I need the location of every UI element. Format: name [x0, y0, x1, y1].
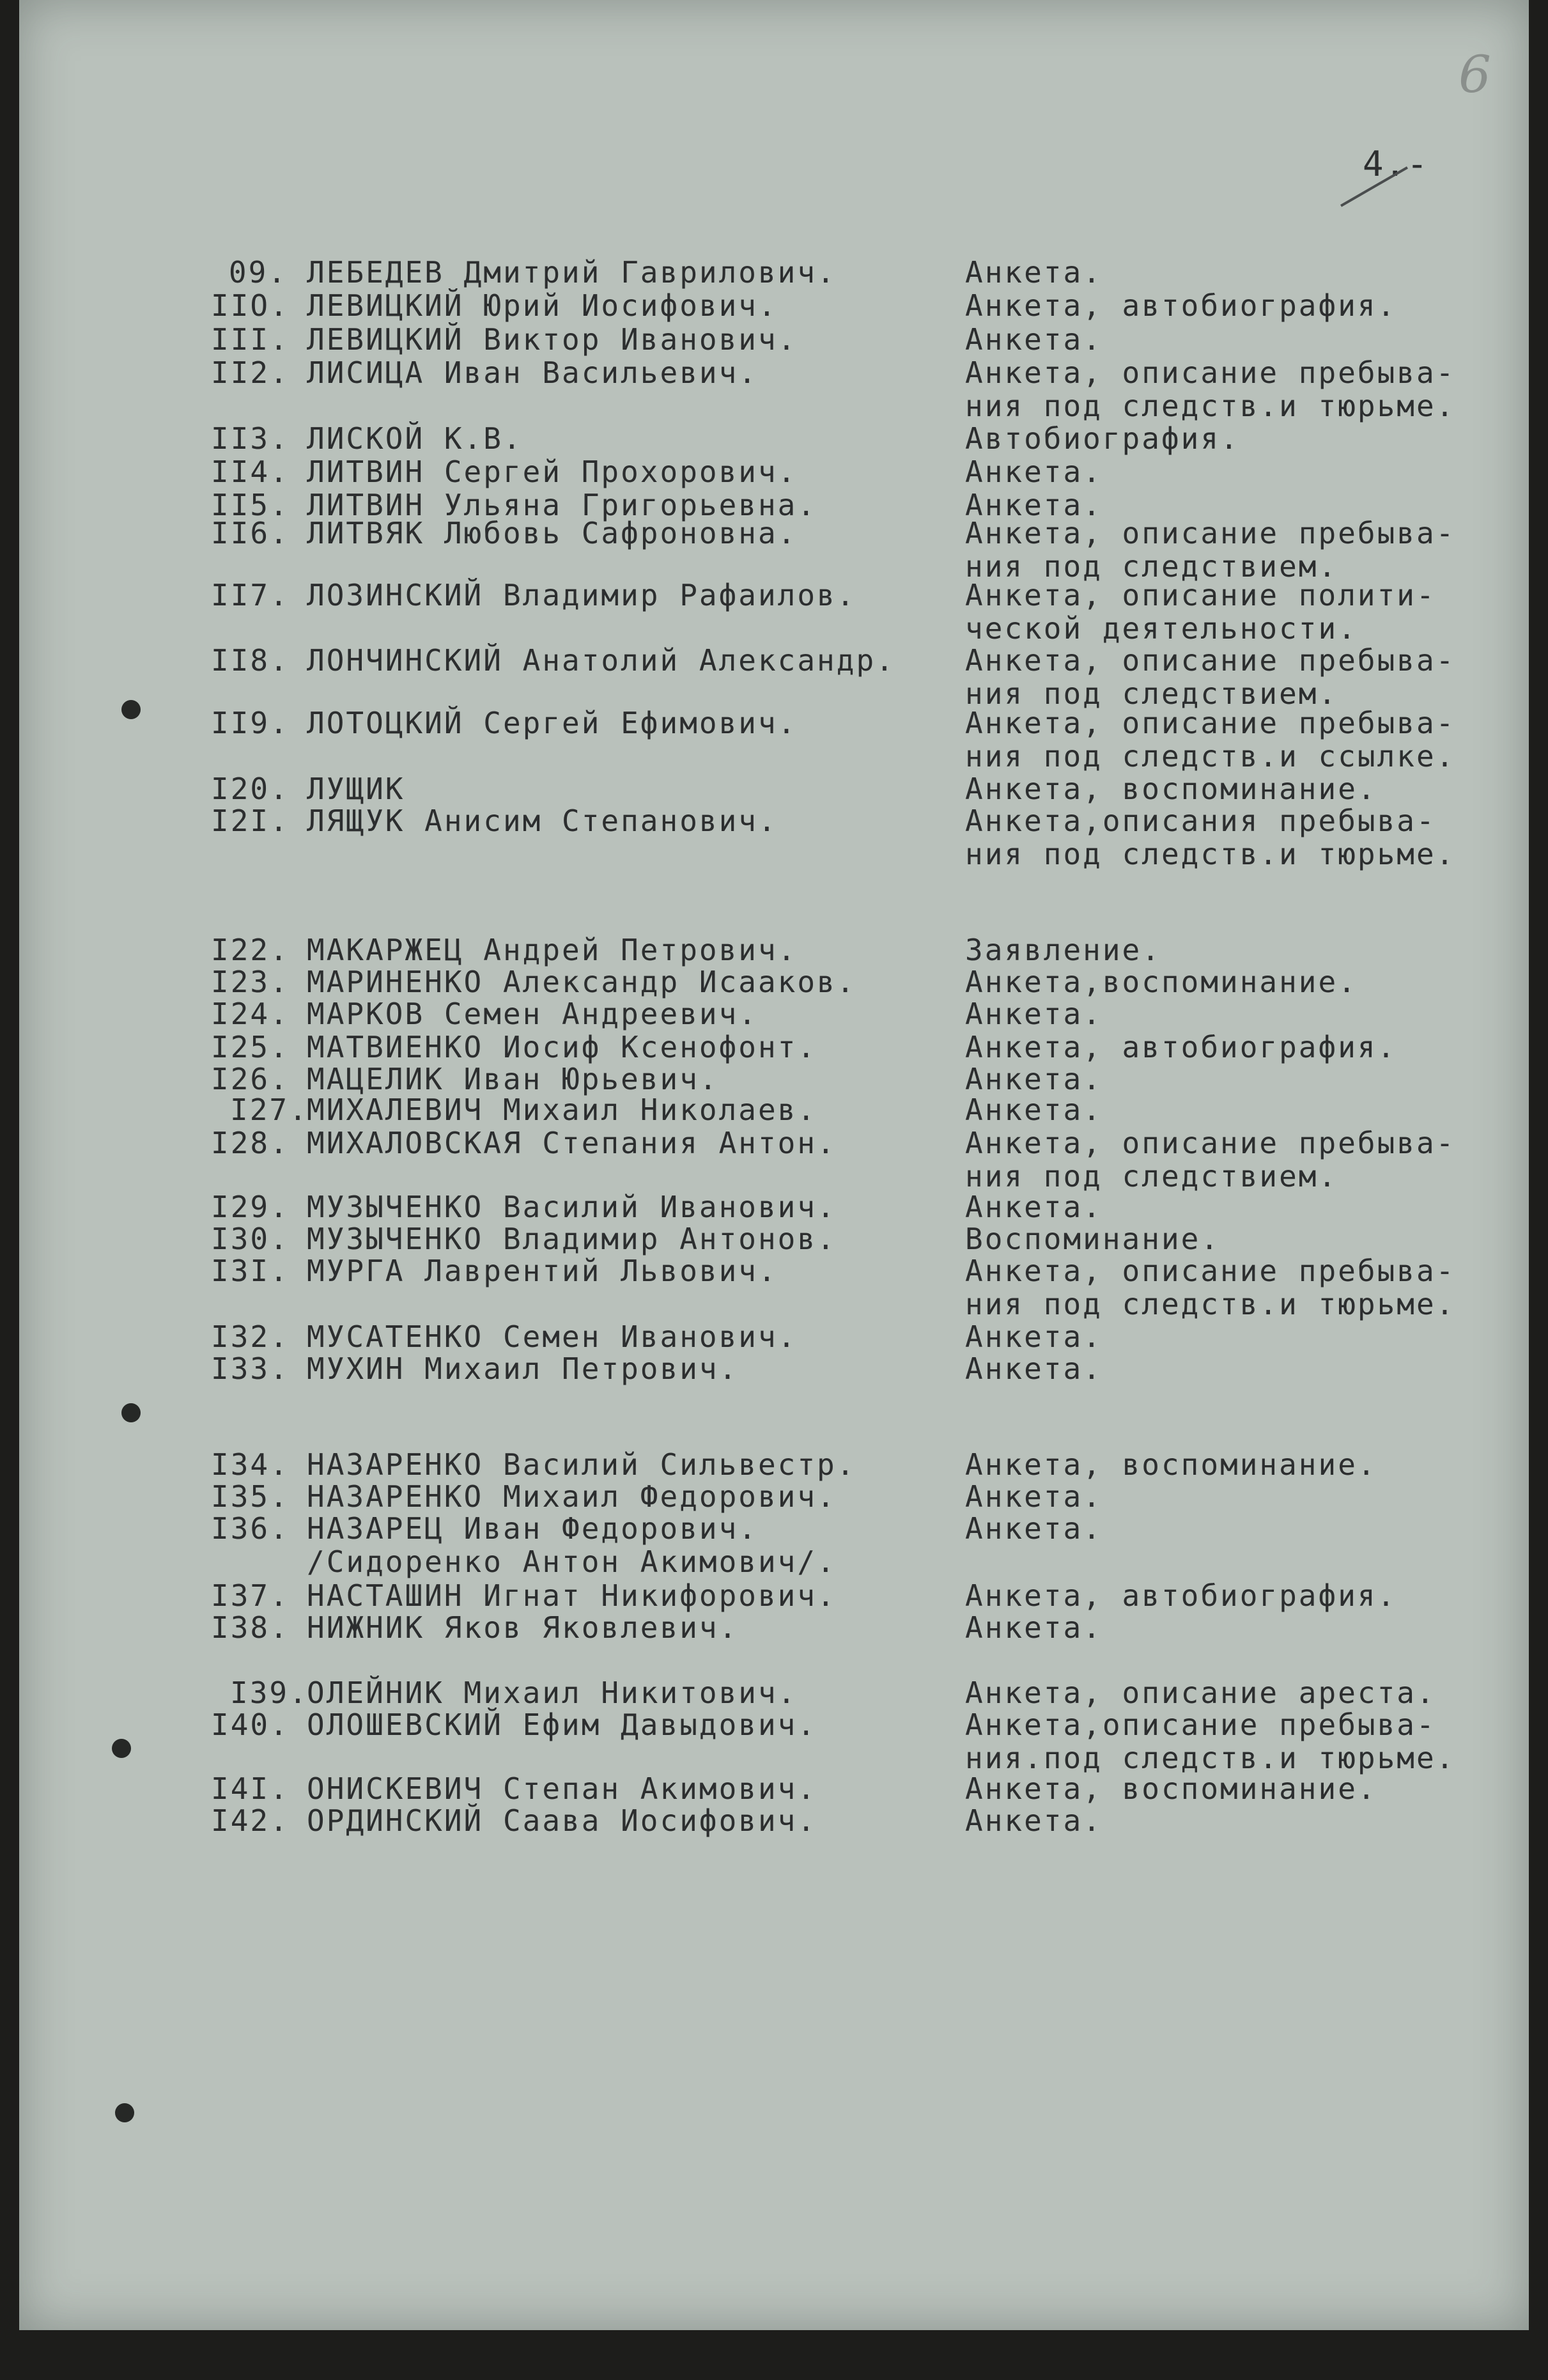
entry-number: IIO.: [211, 288, 290, 323]
list-item: [19, 1804, 1529, 1842]
entry-document: Анкета, автобиография.: [965, 1578, 1397, 1613]
entry-document: Анкета, воспоминание.: [965, 772, 1377, 806]
entry-number: II3.: [211, 421, 290, 456]
list-item: [19, 1254, 1529, 1321]
entry-document: Анкета.: [965, 1093, 1103, 1127]
entry-number: I3I.: [211, 1254, 290, 1288]
entry-name: ЛИТВИН Ульяна Григорьевна.: [307, 488, 817, 522]
entry-document: Анкета.: [965, 1062, 1103, 1096]
entry-number: I25.: [211, 1030, 290, 1064]
list-item: [19, 289, 1529, 327]
entry-document: Анкета, воспоминание.: [965, 1771, 1377, 1806]
entry-number: I24.: [211, 997, 290, 1031]
entry-document: Анкета.: [965, 1803, 1103, 1838]
entry-name: ЛЕВИЦКИЙ Юрий Иосифович.: [307, 288, 778, 323]
entry-document: Анкета, автобиография.: [965, 1030, 1397, 1064]
entry-number: I34.: [211, 1447, 290, 1482]
entry-document: Анкета.: [965, 455, 1103, 489]
entry-number: I35.: [211, 1479, 290, 1514]
list-item: [19, 1611, 1529, 1649]
entry-document: Анкета, описание пребыва- ния под следствием.: [965, 643, 1456, 711]
entry-number: III.: [211, 322, 290, 357]
entry-document: Анкета.: [965, 1610, 1103, 1645]
entry-document: Анкета, описание пребыва- ния под следств.и тюрьме.: [965, 355, 1456, 423]
entry-number: I4I.: [211, 1771, 290, 1806]
entry-number: I32.: [211, 1319, 290, 1354]
entry-document: Анкета,описание пребыва- ния.под следств.и тюрьме.: [965, 1707, 1456, 1775]
entry-document: Анкета,описания пребыва- ния под следств.и тюрьме.: [965, 804, 1456, 871]
entry-name: МУРГА Лаврентий Львович.: [307, 1254, 778, 1288]
entry-document: Анкета,воспоминание.: [965, 965, 1358, 999]
entry-number: I22.: [211, 933, 290, 967]
entry-name: ЛИТВЯК Любовь Сафроновна.: [307, 516, 798, 550]
entry-name: ОНИСКЕВИЧ Степан Акимович.: [307, 1771, 817, 1806]
entries-list: [19, 0, 1529, 2330]
list-item: [19, 804, 1529, 871]
entry-document: Анкета, воспоминание.: [965, 1447, 1377, 1482]
entry-name: НАЗАРЕНКО Михаил Федорович.: [307, 1479, 837, 1514]
entry-name: ОЛОШЕВСКИЙ Ефим Давыдович.: [307, 1707, 817, 1742]
entry-document: Анкета, описание пребыва- ния под следствием.: [965, 1126, 1456, 1194]
entry-document: Анкета.: [965, 255, 1103, 290]
entry-name: ЛОНЧИНСКИЙ Анатолий Александр.: [307, 643, 895, 678]
entry-name: МАРКОВ Семен Андреевич.: [307, 997, 758, 1031]
entry-name: ЛИТВИН Сергей Прохорович.: [307, 455, 798, 489]
entry-name: МУХИН Михаил Петрович.: [307, 1351, 739, 1386]
list-item: [19, 516, 1529, 584]
entry-document: Анкета.: [965, 997, 1103, 1031]
entry-number: I33.: [211, 1351, 290, 1386]
entry-number: I26.: [211, 1062, 290, 1096]
list-item: [19, 1707, 1529, 1775]
entry-document: Анкета.: [965, 1511, 1103, 1546]
entry-number: II5.: [211, 488, 290, 522]
entry-name: ЛОТОЦКИЙ Сергей Ефимович.: [307, 706, 798, 740]
page-number: 4.-: [1363, 144, 1429, 184]
entry-number: I39.: [230, 1676, 309, 1710]
entry-number: II6.: [211, 516, 290, 550]
entry-document: Анкета, автобиография.: [965, 288, 1397, 323]
entry-document: Анкета, описание полити- ческой деятельности.: [965, 578, 1436, 646]
entry-name: МИХАЛОВСКАЯ Степания Антон.: [307, 1126, 837, 1160]
entry-document: Анкета.: [965, 1351, 1103, 1386]
entry-document: Анкета.: [965, 1319, 1103, 1354]
entry-document: Автобиография.: [965, 421, 1240, 456]
entry-number: I29.: [211, 1190, 290, 1224]
entry-number: I40.: [211, 1707, 290, 1742]
entry-number: I28.: [211, 1126, 290, 1160]
list-item: [19, 1352, 1529, 1390]
entry-number: I37.: [211, 1578, 290, 1613]
entry-number: I30.: [211, 1222, 290, 1256]
entry-name: ОЛЕЙНИК Михаил Никитович.: [307, 1676, 798, 1710]
entry-number: II9.: [211, 706, 290, 740]
entry-name: НАСТАШИН Игнат Никифорович.: [307, 1578, 837, 1613]
list-item: [19, 1126, 1529, 1194]
entry-name: НАЗАРЕНКО Василий Сильвестр.: [307, 1447, 856, 1482]
entry-name: МУСАТЕНКО Семен Иванович.: [307, 1319, 798, 1354]
entry-number: I27.: [230, 1093, 309, 1127]
entry-name: МАКАРЖЕЦ Андрей Петрович.: [307, 933, 798, 967]
list-item: [19, 643, 1529, 711]
entry-document: Анкета.: [965, 322, 1103, 357]
handwritten-page-mark: 6: [1459, 45, 1491, 104]
entry-number: I20.: [211, 772, 290, 806]
entry-name: МУЗЫЧЕНКО Василий Иванович.: [307, 1190, 837, 1224]
entry-name: ЛЕВИЦКИЙ Виктор Иванович.: [307, 322, 798, 357]
list-item: [19, 706, 1529, 774]
entry-number: II4.: [211, 455, 290, 489]
entry-number: I36.: [211, 1511, 290, 1546]
entry-document: Анкета.: [965, 1479, 1103, 1514]
entry-document: Анкета, описание пребыва- ния под следств.и ссылке.: [965, 706, 1456, 774]
list-item: [19, 355, 1529, 423]
entry-name: МУЗЫЧЕНКО Владимир Антонов.: [307, 1222, 837, 1256]
entry-name: НИЖНИК Яков Яковлевич.: [307, 1610, 739, 1645]
entry-document: Анкета, описание пребыва- ния под следств.и тюрьме.: [965, 1254, 1456, 1321]
document-page: [19, 0, 1529, 2330]
entry-number: I42.: [211, 1803, 290, 1838]
entry-name: МАРИНЕНКО Александр Исааков.: [307, 965, 856, 999]
list-item: [19, 578, 1529, 646]
entry-document: Воспоминание.: [965, 1222, 1221, 1256]
entry-document: Анкета, описание ареста.: [965, 1676, 1436, 1710]
list-item: [19, 1511, 1529, 1579]
entry-name: МАЦЕЛИК Иван Юрьевич.: [307, 1062, 719, 1096]
entry-number: I2I.: [211, 804, 290, 838]
entry-number: II8.: [211, 643, 290, 678]
entry-number: 09.: [228, 255, 288, 290]
entry-document: Заявление.: [965, 933, 1161, 967]
entry-document: Анкета, описание пребыва- ния под следствием.: [965, 516, 1456, 584]
entry-name: МИХАЛЕВИЧ Михаил Николаев.: [307, 1093, 817, 1127]
entry-name: НАЗАРЕЦ Иван Федорович. /Сидоренко Антон Акимович/.: [307, 1511, 837, 1579]
entry-name: ЛИСКОЙ К.В.: [307, 421, 523, 456]
entry-name: МАТВИЕНКО Иосиф Ксенофонт.: [307, 1030, 817, 1064]
entry-number: II2.: [211, 355, 290, 390]
entry-name: ЛОЗИНСКИЙ Владимир Рафаилов.: [307, 578, 856, 612]
entry-number: II7.: [211, 578, 290, 612]
entry-number: I38.: [211, 1610, 290, 1645]
entry-name: ЛЕБЕДЕВ Дмитрий Гаврилович.: [307, 255, 837, 290]
entry-name: ЛЯЩУК Анисим Степанович.: [307, 804, 778, 838]
entry-number: I23.: [211, 965, 290, 999]
entry-name: ЛУЩИК: [307, 772, 405, 806]
entry-name: ОРДИНСКИЙ Саава Иосифович.: [307, 1803, 817, 1838]
entry-document: Анкета.: [965, 488, 1103, 522]
entry-name: ЛИСИЦА Иван Васильевич.: [307, 355, 758, 390]
entry-document: Анкета.: [965, 1190, 1103, 1224]
